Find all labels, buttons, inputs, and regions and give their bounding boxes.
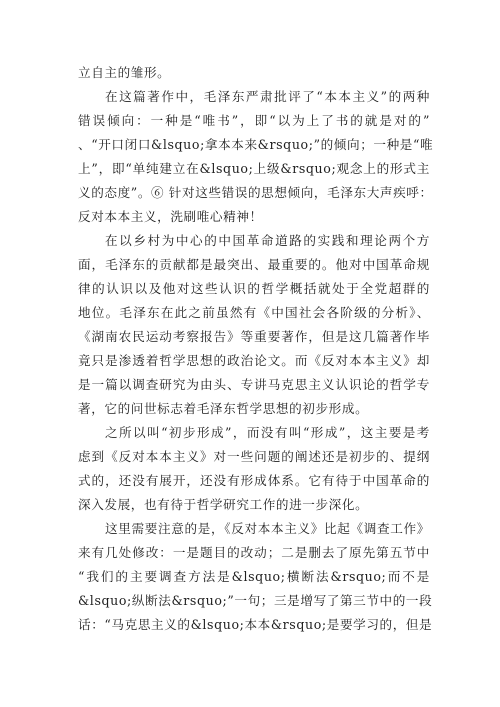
text-line: 面，毛泽东的贡献都是最突出、最重要的。他对中国革命规: [78, 257, 430, 272]
text-line: 虑到《反对本本主义》对一些问题的阐述还是初步的、提纲: [78, 449, 430, 464]
text-line: 在以乡村为中心的中国革命道路的实践和理论两个方: [105, 233, 430, 248]
text-line: 之所以叫“初步形成”，而没有叫“形成”，这主要是考: [105, 425, 430, 440]
text-line: 律的认识以及他对这些认识的哲学概括就处于全党超群的: [78, 281, 430, 296]
text-line: 著，它的问世标志着毛泽东哲学思想的初步形成。: [78, 401, 369, 416]
text-line: 在这篇著作中，毛泽东严肃批评了“本本主义”的两种: [105, 89, 430, 104]
text-line: 、“开口闭口&lsquo;拿本本来&rsquo;”的倾向；一种是“唯: [78, 137, 434, 152]
text-line: 错误倾向：一种是“唯书”，即“以为上了书的就是对的”: [78, 113, 430, 128]
text-line: 上”，即“单纯建立在&lsquo;上级&rsquo;观念上的形式主: [78, 161, 430, 176]
text-line: 深入发展，也有待于哲学研究工作的进一步深化。: [78, 497, 369, 512]
text-line: 义的态度”。⑥ 针对这些错误的思想倾向，毛泽东大声疾呼：: [78, 185, 433, 200]
text-line: “我们的主要调查方法是&lsquo;横断法&rsquo;而不是: [78, 569, 430, 584]
text-line: &lsquo;纵断法&rsquo;”一句；三是增写了第三节中的一段: [78, 593, 433, 608]
text-line: 地位。毛泽东在此之前虽然有《中国社会各阶级的分析》、: [78, 305, 430, 320]
text-line: 来有几处修改：一是题目的改动；二是删去了原先第五节中: [78, 545, 430, 560]
text-line: 反对本本主义，洗刷唯心精神！: [78, 209, 263, 224]
text-line: 这里需要注意的是，《反对本本主义》比起《调查工作》: [105, 521, 430, 536]
text-line: 话：“马克思主义的&lsquo;本本&rsquo;是要学习的，但是: [78, 617, 433, 632]
text-line: 立自主的雏形。: [78, 65, 171, 80]
text-line: 竟只是渗透着哲学思想的政治论文。而《反对本本主义》却: [78, 353, 430, 368]
text-line: 《湖南农民运动考察报告》等重要著作，但是这几篇著作毕: [78, 329, 430, 344]
text-line: 式的，还没有展开，还没有形成体系。它有待于中国革命的: [78, 473, 430, 488]
text-line: 是一篇以调查研究为由头、专讲马克思主义认识论的哲学专: [78, 377, 430, 392]
